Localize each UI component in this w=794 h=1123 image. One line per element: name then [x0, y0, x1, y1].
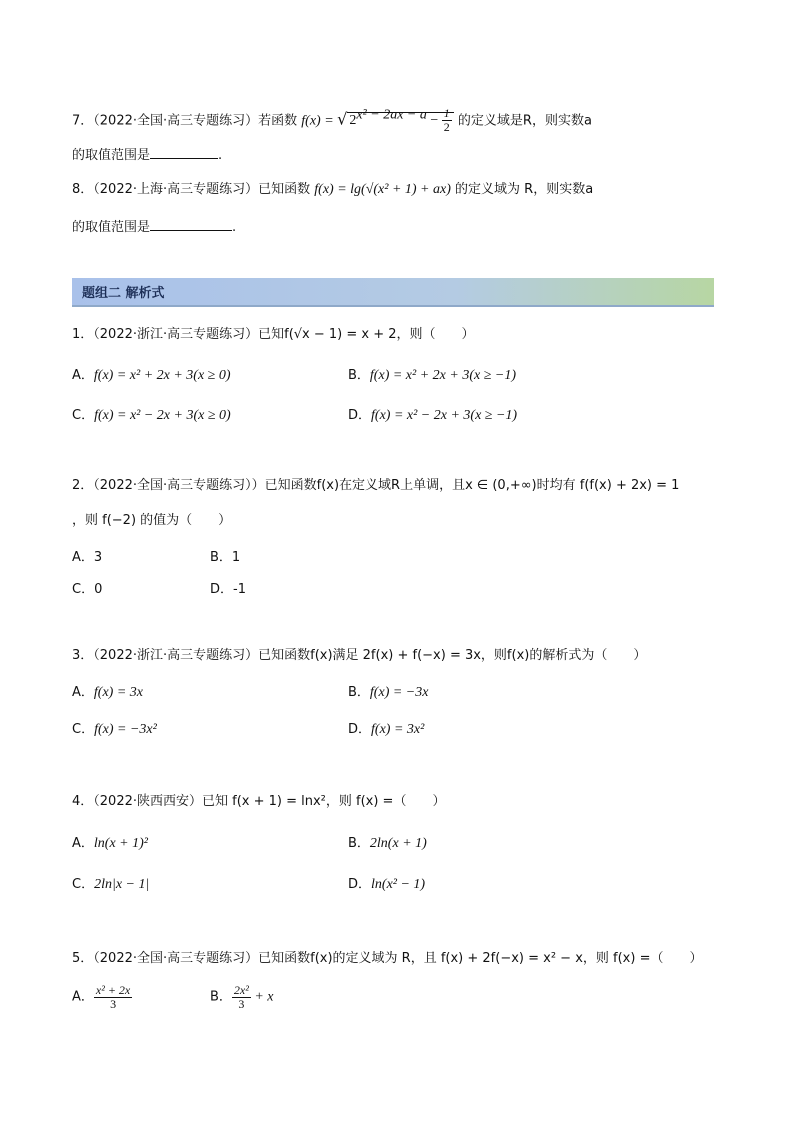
question-1-stem: 1．（2022·浙江·高三专题练习）已知f(√x − 1) = x + 2，则（ ）	[72, 327, 475, 342]
answer-blank[interactable]	[150, 216, 232, 231]
question-7-radicand: $2^{x^2 - 2ax - a}$ − $\frac{1}{2}$	[347, 112, 453, 128]
question-8-line2-text: 的取值范围是	[72, 220, 151, 235]
question-3-option-a[interactable]: A．f(x) = 3x	[72, 685, 143, 700]
question-4-option-c[interactable]: C．2ln|x − 1|	[72, 877, 150, 892]
question-7-suffix: 的定义域是R，则实数a	[457, 113, 592, 129]
section-title: 题组二 解析式	[82, 286, 165, 301]
question-2-stem-cont: ，则 f(−2) 的值为（ ）	[72, 513, 232, 528]
question-3-option-d[interactable]: D．f(x) = 3x²	[348, 722, 425, 737]
question-5-option-b[interactable]: B． $\frac{\text{2x²}}{3}$ + x	[210, 983, 274, 1011]
question-4-option-a[interactable]: A．ln(x + 1)²	[72, 836, 148, 851]
question-1-option-b[interactable]: B．f(x) = x² + 2x + 3(x ≥ −1)	[348, 368, 516, 383]
section-header-bar	[72, 278, 714, 307]
question-2-option-b[interactable]: B．1	[210, 550, 241, 565]
question-3-stem: 3．（2022·浙江·高三专题练习）已知函数f(x)满足 2f(x) + f(−x) = 3x，则f(x)的解析式为（ ）	[72, 648, 647, 663]
question-1-option-a[interactable]: A．f(x) = x² + 2x + 3(x ≥ 0)	[72, 368, 231, 383]
question-4-option-b[interactable]: B．2ln(x + 1)	[348, 836, 427, 851]
question-8-formula: f(x) = lg(√(x² + 1) + ax)	[314, 182, 451, 197]
answer-blank[interactable]	[150, 144, 218, 159]
question-8-line2: 的取值范围是 .	[72, 216, 236, 238]
question-2-stem: 2．（2022·全国·高三专题练习））已知函数f(x)在定义域R上单调，且x ∈ (0,+∞)时均有 f(f(x) + 2x) = 1	[72, 478, 680, 493]
question-3-option-c[interactable]: C．f(x) = −3x²	[72, 722, 157, 737]
question-8-suffix: 的定义域为 R，则实数a	[455, 182, 594, 197]
question-8-line1	[72, 180, 593, 200]
question-4-stem: 4．（2022·陕西西安）已知 f(x + 1) = lnx²，则 f(x) =（ ）	[72, 794, 446, 809]
question-2-option-a[interactable]: A．3	[72, 550, 103, 565]
question-8-prefix: 8．（2022·上海·高三专题练习）已知函数	[72, 182, 311, 197]
question-3-option-b[interactable]: B．f(x) = −3x	[348, 685, 429, 700]
question-7-line1	[72, 106, 592, 134]
question-7-line2-text: 的取值范围是	[72, 148, 151, 163]
question-7-exponent: x² − 2ax − a	[356, 108, 427, 123]
fraction-option-a: $\frac{\text{x² + 2x}}{3}$	[95, 983, 131, 1011]
question-5-option-a[interactable]: A． $\frac{\text{x² + 2x}}{3}$	[72, 983, 131, 1011]
question-7-line2: 的取值范围是 .	[72, 144, 222, 166]
sqrt-symbol: √	[337, 109, 348, 129]
question-5-stem: 5．（2022·全国·高三专题练习）已知函数f(x)的定义域为 R，且 f(x) + 2f(−x) = x² − x，则 f(x) =（ ）	[72, 951, 703, 966]
question-7-prefix: 7．（2022·全国·高三专题练习）若函数	[72, 113, 298, 129]
question-2-option-c[interactable]: C．0	[72, 582, 103, 597]
question-4-option-d[interactable]: D．ln(x² − 1)	[348, 877, 426, 892]
question-2-option-d[interactable]: D．-1	[210, 582, 246, 597]
question-1-option-d[interactable]: D．f(x) = x² − 2x + 3(x ≥ −1)	[348, 408, 518, 423]
fraction-one-half: $\frac{1}{2}$	[443, 106, 450, 135]
question-1-option-c[interactable]: C．f(x) = x² − 2x + 3(x ≥ 0)	[72, 408, 231, 423]
fraction-option-b: $\frac{\text{2x²}}{3}$	[233, 983, 249, 1011]
question-7-formula-lhs: f(x) =	[301, 113, 338, 129]
